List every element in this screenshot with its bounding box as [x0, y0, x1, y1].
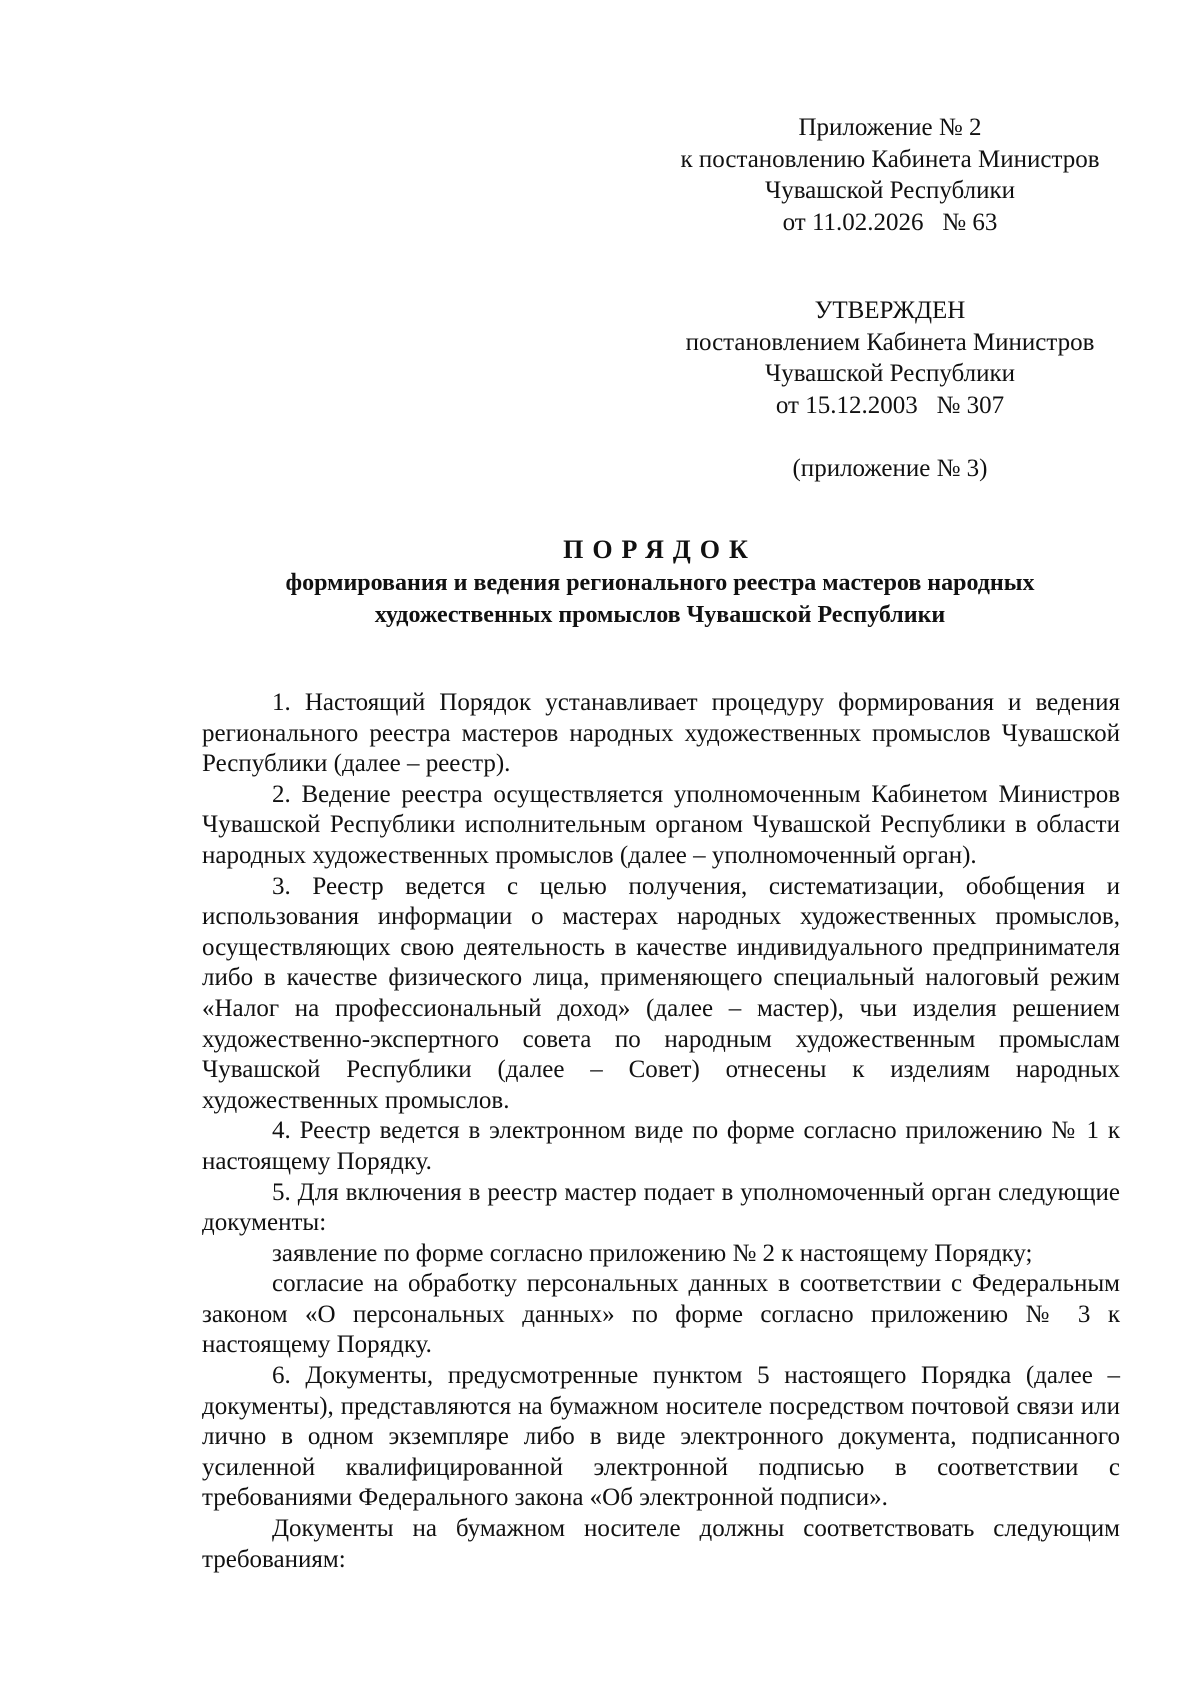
paragraph-3: 3. Реестр ведется с целью получения, систематизации, обобщения и использования информации о мастерах народных художественных промыслов, осуществляющих свою деятельность в качестве индивидуального предпринимателя либо в качестве физического лица, применяющего специальный налоговый режим «Налог на профессиональный доход» (далее – мастер), чьи изделия решением художественно-экспертного совета по народным художественным промыслам Чувашской Республики (далее – Совет) отнесены к изделиям народных художественных промыслов. [202, 872, 1120, 1114]
appendix-reference: к постановлению Кабинета Министров [680, 145, 1100, 173]
approved-republic: Чувашской Республики [764, 360, 1016, 387]
paragraph-4: 4. Реестр ведется в электронном виде по форме согласно приложению № 1 к настоящему Порядку. [202, 1117, 1120, 1175]
paragraph-5-item-2: согласие на обработку персональных данных в соответствии с Федеральным законом «О персональных данных» по форме согласно приложению № 3 к настоящему Порядку. [202, 1270, 1120, 1359]
paragraph-2: 2. Ведение реестра осуществляется уполномоченным Кабинетом Министров Чувашской Республики исполнительным органом Чувашской Республики в области народных художественных промыслов (далее – уполномоченный орган). [202, 780, 1120, 869]
appendix-number: Приложение № 2 [798, 114, 982, 141]
approved-appendix-note: (приложение № 3) [792, 455, 988, 482]
paragraph-6-requirements: Документы на бумажном носителе должны соответствовать следующим требованиям: [202, 1515, 1120, 1573]
appendix-header [660, 112, 1120, 238]
appendix-republic: Чувашской Республики [764, 177, 1016, 204]
paragraph-1: 1. Настоящий Порядок устанавливает процедуру формирования и ведения регионального реестра мастеров народных художественных промыслов Чувашской Республики (далее – реестр). [202, 689, 1120, 778]
paragraph-5-item-1: заявление по форме согласно приложению № 2 к настоящему Порядку; [272, 1239, 1033, 1267]
title-subtitle-line-2: художественных промыслов Чувашской Республики [374, 602, 946, 628]
paragraph-6: 6. Документы, предусмотренные пунктом 5 настоящего Порядка (далее – документы), представляются на бумажном носителе посредством почтовой связи или лично в одном экземпляре либо в виде электронного документа, подписанного усиленной квалифицированной электронной подписью в соответствии с требованиями Федерального закона «Об электронной подписи». [202, 1362, 1120, 1512]
approved-date: от 15.12.2003 № 307 [775, 391, 1005, 419]
title-main: ПОРЯДОК [563, 535, 757, 564]
title-subtitle-line-1: формирования и ведения регионального реестра мастеров народных [285, 570, 1035, 596]
approved-reference: постановлением Кабинета Министров [685, 328, 1095, 356]
approved-header [660, 295, 1120, 485]
document-body [202, 688, 1120, 1575]
document-title [200, 533, 1120, 631]
appendix-date: от 11.02.2026 № 63 [782, 208, 998, 236]
approved-label: УТВЕРЖДЕН [814, 297, 966, 324]
paragraph-5: 5. Для включения в реестр мастер подает в уполномоченный орган следующие документы: [202, 1178, 1120, 1237]
